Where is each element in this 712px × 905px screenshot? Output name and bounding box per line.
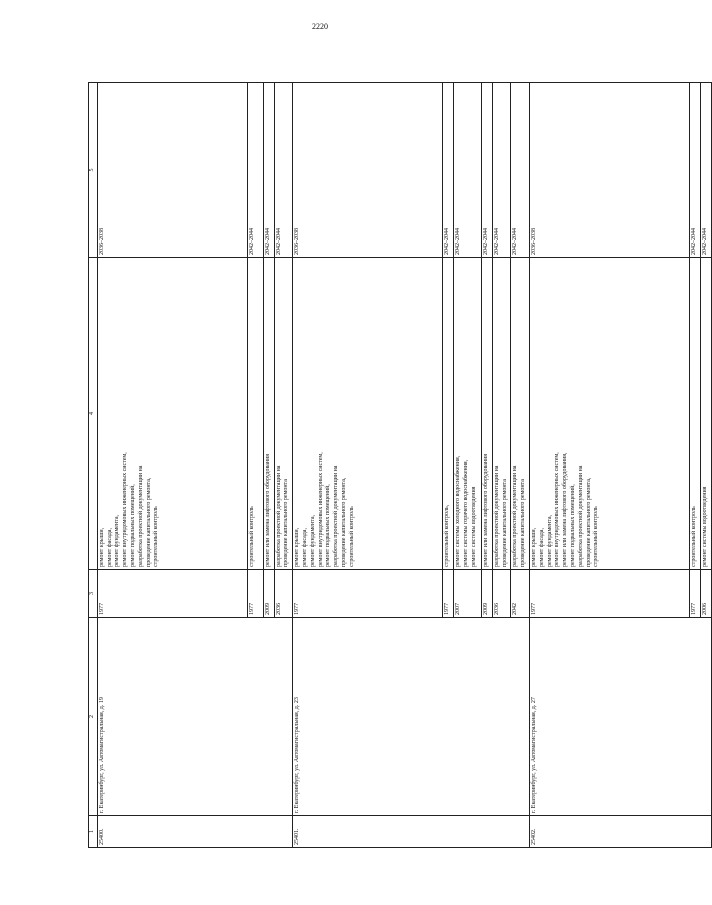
work-line: ремонт фасада,	[301, 528, 308, 567]
table-row	[97, 83, 247, 848]
header-col-5: 5	[89, 83, 98, 258]
work-line: разработка проектной документации на	[275, 465, 282, 567]
year-cell: 2007	[453, 570, 481, 618]
work-line: проведение капитального ремонта	[501, 479, 508, 567]
period-cell: 2036–2038	[293, 83, 443, 258]
work-line: разработка проектной документации на	[512, 465, 519, 567]
works-cell	[700, 258, 711, 570]
year-cell: 2006	[700, 570, 711, 618]
record-number: 25401.	[293, 816, 530, 848]
period-cell: 2042–2044	[247, 83, 263, 258]
period-cell: 2042–2044	[492, 83, 511, 258]
work-line: ремонт или замена лифтового оборудования	[482, 453, 489, 567]
rotated-table-frame	[88, 83, 708, 848]
work-line: разработка проектной документации на	[333, 465, 340, 567]
record-address: г. Екатеринбург, ул. Автомагистральная, д. 23	[293, 618, 530, 816]
work-line: строительный контроль	[690, 506, 697, 567]
work-line: проведение капитального ремонта,	[340, 477, 347, 567]
work-line: проведение капитального ремонта	[283, 479, 290, 567]
work-line: ремонт или замена лифтового оборудования	[264, 453, 271, 567]
record-number: 25400.	[97, 816, 292, 848]
period-cell: 2042–2044	[274, 83, 293, 258]
work-line: ремонт системы холодного водоснабжения,	[454, 455, 461, 567]
work-line: ремонт фасада,	[106, 528, 113, 567]
period-cell: 2036–2038	[529, 83, 689, 258]
header-col-3: 3	[89, 570, 98, 618]
period-cell: 2042–2044	[511, 83, 530, 258]
work-line: разработка проектной документации на	[137, 465, 144, 567]
year-cell: 1977	[443, 570, 454, 618]
period-cell: 2042–2044	[689, 83, 700, 258]
year-cell: 1977	[97, 570, 247, 618]
work-line: ремонт подвальных помещений,	[325, 484, 332, 567]
work-line: ремонт фундамента,	[114, 515, 121, 567]
works-cell	[492, 258, 511, 570]
work-line: ремонт крыши,	[98, 527, 105, 567]
works-cell	[293, 258, 443, 570]
table-body	[97, 83, 711, 848]
year-cell: 2042	[511, 570, 530, 618]
work-line: ремонт системы водоотведения	[470, 486, 477, 567]
year-cell: 1977	[247, 570, 263, 618]
works-cell	[529, 258, 689, 570]
work-line: проведение капитального ремонта,	[585, 477, 592, 567]
record-address: г. Екатеринбург, ул. Автомагистральная, д. 19	[97, 618, 292, 816]
period-cell: 2036–2038	[97, 83, 247, 258]
work-line: ремонт системы водоотведения	[701, 486, 708, 567]
work-line: ремонт подвальных помещений,	[569, 484, 576, 567]
page-number: 2220	[312, 22, 328, 31]
period-cell: 2042–2044	[443, 83, 454, 258]
work-line: ремонт подвальных помещений,	[129, 484, 136, 567]
year-cell: 2009	[263, 570, 274, 618]
work-line: ремонт фундамента,	[309, 515, 316, 567]
works-cell	[481, 258, 492, 570]
period-cell: 2042–2044	[700, 83, 711, 258]
works-cell	[263, 258, 274, 570]
work-line: ремонт внутридомовых инженерных систем,	[122, 452, 129, 567]
works-cell	[443, 258, 454, 570]
works-cell	[247, 258, 263, 570]
work-line: проведение капитального ремонта,	[145, 477, 152, 567]
header-col-4: 4	[89, 258, 98, 570]
work-line: ремонт или замена лифтового оборудования,	[562, 452, 569, 567]
capital-repair-table	[88, 82, 712, 848]
work-line: ремонт системы горячего водоснабжения,	[462, 459, 469, 567]
period-cell: 2042–2044	[263, 83, 274, 258]
year-cell: 1977	[293, 570, 443, 618]
work-line: ремонт внутридомовых инженерных систем,	[554, 452, 561, 567]
works-cell	[453, 258, 481, 570]
work-line: ремонт фасада,	[538, 528, 545, 567]
work-line: строительный контроль	[348, 506, 355, 567]
work-line: разработка проектной документации на	[577, 465, 584, 567]
year-cell: 1977	[689, 570, 700, 618]
period-cell: 2042–2044	[453, 83, 481, 258]
work-line: строительный контроль,	[444, 504, 451, 567]
header-col-2: 2	[89, 618, 98, 816]
year-cell: 2036	[492, 570, 511, 618]
work-line: строительный контроль	[248, 506, 255, 567]
work-line: строительный контроль	[593, 506, 600, 567]
table-row	[293, 83, 443, 848]
year-cell: 2036	[274, 570, 293, 618]
header-row	[89, 83, 98, 848]
year-cell: 1977	[529, 570, 689, 618]
works-cell	[274, 258, 293, 570]
work-line: ремонт крыши,	[530, 527, 537, 567]
work-line: ремонт фундамента,	[546, 515, 553, 567]
table-row	[529, 83, 689, 848]
works-cell	[689, 258, 700, 570]
year-cell: 2009	[481, 570, 492, 618]
header-col-1: 1	[89, 816, 98, 848]
period-cell: 2042–2044	[481, 83, 492, 258]
works-cell	[511, 258, 530, 570]
work-line: проведение капитального ремонта	[520, 479, 527, 567]
record-number: 25402.	[529, 816, 711, 848]
work-line: разработка проектной документации на	[493, 465, 500, 567]
works-cell	[97, 258, 247, 570]
work-line: ремонт крыши,	[294, 527, 301, 567]
record-address: г. Екатеринбург, ул. Автомагистральная, д. 27	[529, 618, 711, 816]
work-line: строительный контроль	[153, 506, 160, 567]
work-line: ремонт внутридомовых инженерных систем,	[317, 452, 324, 567]
